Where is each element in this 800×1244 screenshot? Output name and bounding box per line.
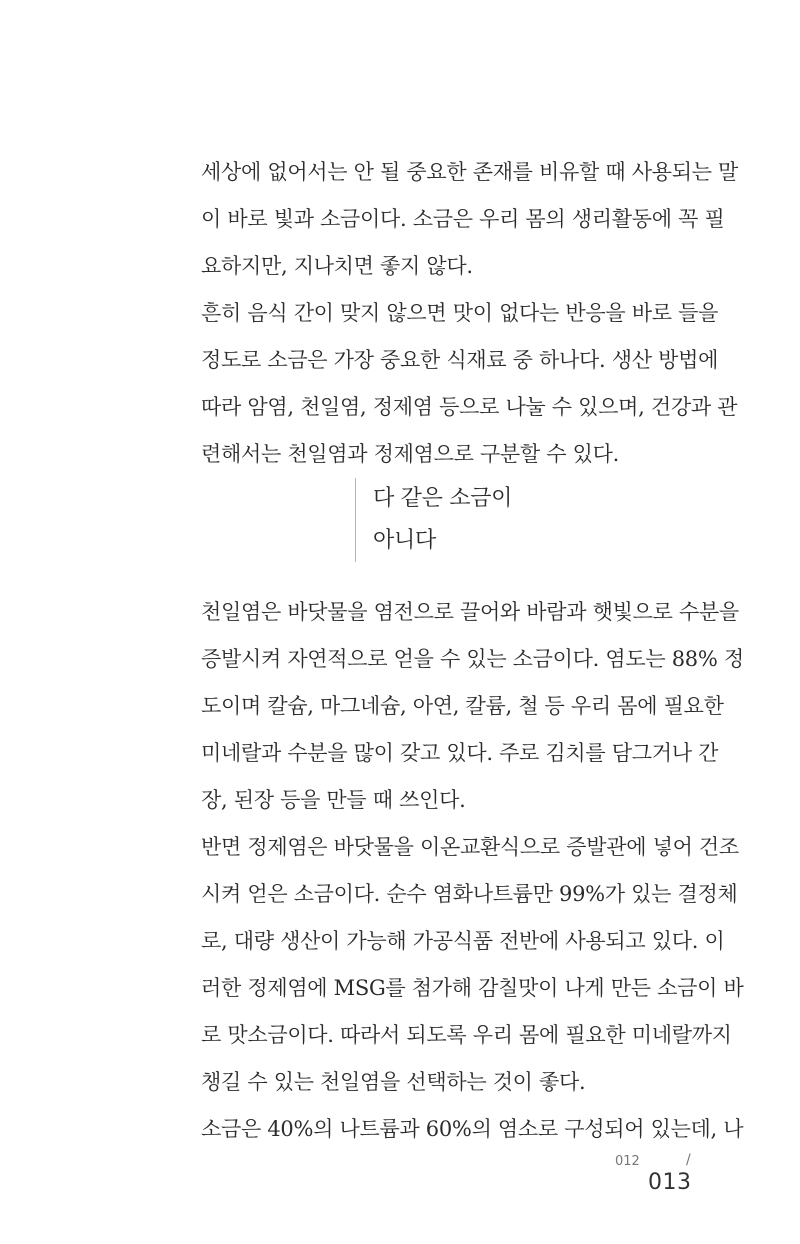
text-line: 소금은 40%의 나트륨과 60%의 염소로 구성되어 있는데, 나 [201,1117,744,1141]
text-line: 정도로 소금은 가장 중요한 식재료 중 하나다. 생산 방법에 [201,348,719,372]
text-line: 천일염은 바닷물을 염전으로 끌어와 바람과 햇빛으로 수분을 [201,600,739,624]
text-line: 세상에 없어서는 안 될 중요한 존재를 비유할 때 사용되는 말 [201,160,739,184]
text-line: 챙길 수 있는 천일염을 선택하는 것이 좋다. [201,1070,586,1094]
text-line: 도이며 칼슘, 마그네슘, 아연, 칼륨, 철 등 우리 몸에 필요한 [201,694,724,718]
text-line: 련해서는 천일염과 정제염으로 구분할 수 있다. [201,442,619,466]
text-line: 이 바로 빛과 소금이다. 소금은 우리 몸의 생리활동에 꼭 필 [201,207,725,231]
text-line: 요하지만, 지나치면 좋지 않다. [201,254,473,278]
text-line: 장, 된장 등을 만들 때 쓰인다. [201,788,466,812]
subheading-line-1: 다 같은 소금이 [373,486,513,511]
text-line: 시켜 얻은 소금이다. 순수 염화나트륨만 99%가 있는 결정체 [201,882,738,906]
text-line: 로 맛소금이다. 따라서 되도록 우리 몸에 필요한 미네랄까지 [201,1023,732,1047]
text-line: 반면 정제염은 바닷물을 이온교환식으로 증발관에 넣어 건조 [201,835,739,859]
section-subheading [355,478,512,562]
text-line: 흔히 음식 간이 맞지 않으면 맛이 없다는 반응을 바로 들을 [201,301,719,325]
subheading-line-2: 아니다 [373,528,436,553]
text-line: 러한 정제염에 MSG를 첨가해 감칠맛이 나게 만든 소금이 바 [201,976,744,1000]
text-line: 미네랄과 수분을 많이 갖고 있다. 주로 김치를 담그거나 간 [201,741,719,765]
body-text-bottom [201,589,744,1153]
page-number-left: 012 [615,1154,640,1169]
page-number-right: 013 [648,1170,692,1195]
text-line: 증발시켜 자연적으로 얻을 수 있는 소금이다. 염도는 88% 정 [201,647,744,671]
text-line: 따라 암염, 천일염, 정제염 등으로 나눌 수 있으며, 건강과 관 [201,395,738,419]
page-number-separator: / [686,1152,691,1168]
body-text-top [201,149,739,478]
text-line: 로, 대량 생산이 가능해 가공식품 전반에 사용되고 있다. 이 [201,929,725,953]
